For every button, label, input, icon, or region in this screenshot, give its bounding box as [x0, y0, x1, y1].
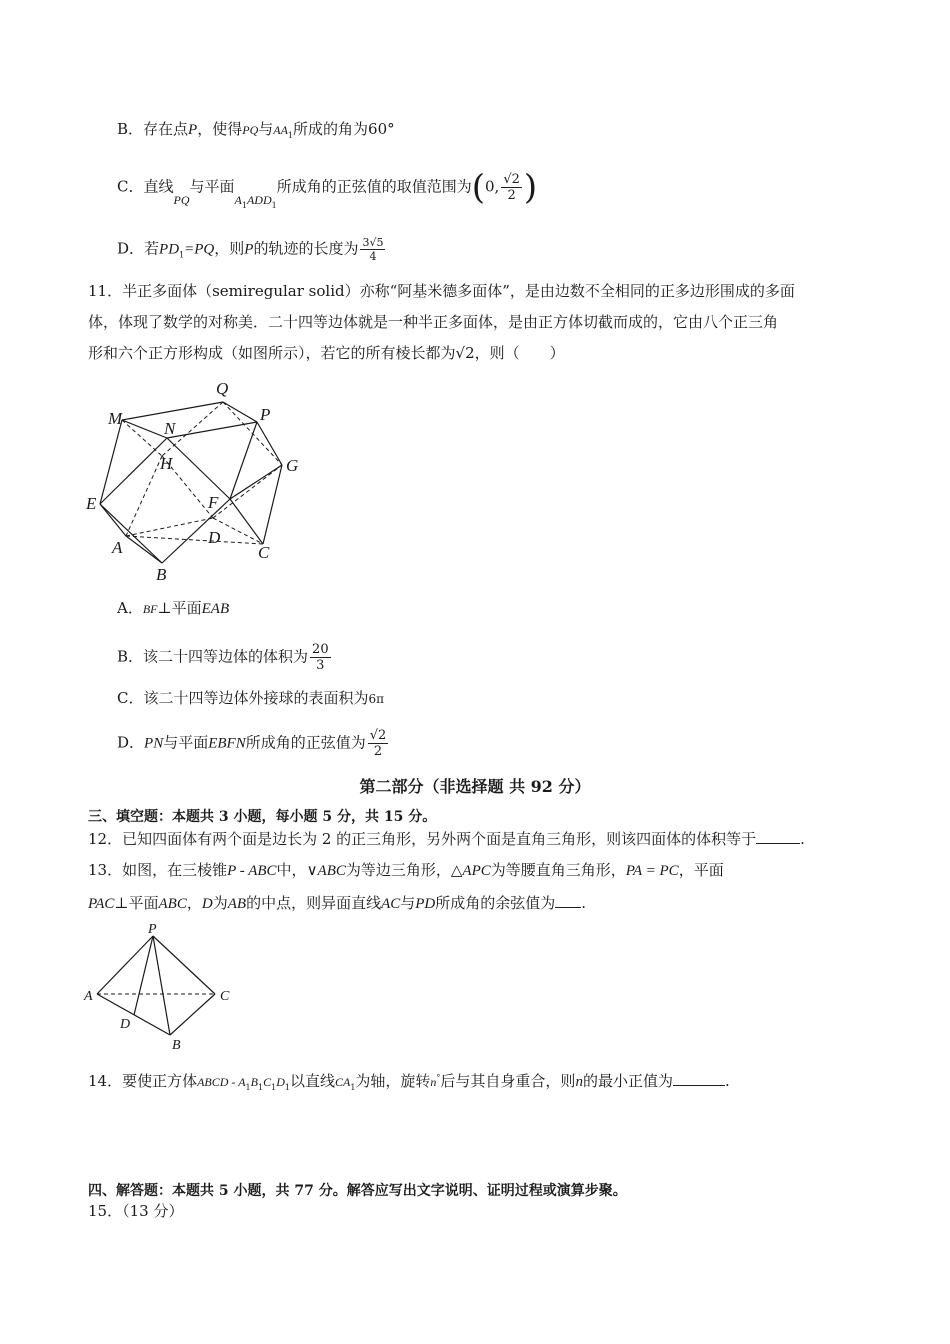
vertex-label-h: H — [160, 454, 173, 473]
edge — [122, 420, 167, 438]
q11-option-a: A．BF⊥平面EAB — [117, 599, 230, 617]
vertex-label-a: A — [84, 989, 93, 1004]
vertex-label-p: P — [260, 405, 271, 424]
vertex-label-q: Q — [216, 379, 229, 398]
edge-pc — [153, 936, 215, 994]
vertex-label-c: C — [220, 989, 230, 1004]
q12: 12．已知四面体有两个面是边长为 2 的正三角形，另外两个面是直角三角形，则该四面体的体积等于 . — [88, 830, 805, 848]
vertex-label-c: C — [258, 543, 270, 562]
part-two-heading: 第二部分（非选择题 共 92 分） — [359, 777, 591, 796]
hidden-edge — [126, 456, 162, 536]
vertex-label-a: A — [112, 538, 123, 557]
q11-line-2: 体，体现了数学的对称美．二十四等边体就是一种半正多面体，是由正方体切截而成的，它由八个正三角 — [88, 313, 779, 331]
vertex-label-d: D — [120, 1017, 131, 1032]
q10-option-d: D．若$PD_1=PQ$，则P的轨迹的长度为 $\frac{3√5}{4}$ — [117, 236, 384, 263]
edge — [257, 422, 282, 465]
edge — [230, 499, 263, 544]
vertex-label-e: E — [86, 494, 97, 513]
vertex-label-m: M — [108, 409, 123, 428]
edge-pa — [97, 936, 153, 994]
hidden-edge — [126, 536, 263, 544]
q11-line-1: 11．半正多面体（semiregular solid）亦称“阿基米德多面体”，是由边数不全相同的正多边形围成的多面 — [88, 282, 795, 300]
edge — [122, 402, 223, 420]
vertex-label-d: D — [208, 528, 221, 547]
edge-pb — [153, 936, 170, 1035]
edge — [100, 504, 162, 563]
vertex-label-f: F — [208, 493, 219, 512]
edge — [100, 438, 167, 504]
vertex-label-p: P — [148, 922, 157, 937]
section-four-heading: 四、解答题：本题共 5 小题，共 77 分。解答应写出文字说明、证明过程或演算步聚。 — [88, 1183, 627, 1199]
q13-pyramid-figure — [80, 922, 250, 1054]
section-three-heading: 三、填空题：本题共 3 小题，每小题 5 分，共 15 分。 — [88, 809, 437, 825]
hidden-edge — [223, 402, 282, 465]
edge — [100, 420, 122, 504]
edge-cb — [170, 994, 215, 1035]
vertex-label-n: N — [164, 419, 176, 438]
edge — [223, 402, 257, 422]
q11-option-b: B．该二十四等边体的体积为 $\frac{20}{3}$ — [117, 642, 329, 673]
vertex-label-b: B — [172, 1038, 181, 1053]
edge — [100, 504, 126, 536]
q11-polyhedron-figure — [80, 376, 320, 586]
q11-line-3: 形和六个正方形构成（如图所示），若它的所有棱长都为√2，则（ ） — [88, 344, 565, 362]
q10-option-c: C．直线$_{PQ}$与平面$_{A1ADD1}$所成角的正弦值的取值范围为(0, $\frac{√2}{2}$ ) — [117, 167, 538, 210]
q14: 14．要使正方体ABCD - $A_1B_1C_1D_1$以直线$CA_1$为轴，旋转n°后与其自身重合，则n的最小正值为 . — [88, 1072, 730, 1092]
edge — [230, 465, 282, 499]
q11-option-c: C．该二十四等边体外接球的表面积为6π — [117, 689, 385, 707]
hidden-edge — [122, 420, 162, 456]
q10-option-b: B．存在点P，使得PQ与$AA_1$所成的角为60° — [117, 120, 395, 140]
hidden-edge — [213, 518, 263, 544]
edge — [126, 536, 162, 563]
q13-line-1: 13．如图，在三棱锥P - ABC中，∨ABC为等边三角形，△APC为等腰直角三角形，PA = PC，平面 — [88, 861, 724, 879]
edge-pd — [134, 936, 153, 1015]
q15: 15．（13 分） — [88, 1202, 184, 1220]
q11-option-d: D．PN与平面EBFN所成角的正弦值为 $\frac{√2}{2}$ — [117, 728, 387, 759]
vertex-label-b: B — [156, 565, 167, 584]
edge — [167, 438, 230, 499]
edge-ab — [97, 994, 170, 1035]
vertex-label-g: G — [286, 456, 299, 475]
q13-line-2: PAC⊥平面ABC，D为AB的中点，则异面直线AC与PD所成角的余弦值为 . — [88, 894, 587, 912]
